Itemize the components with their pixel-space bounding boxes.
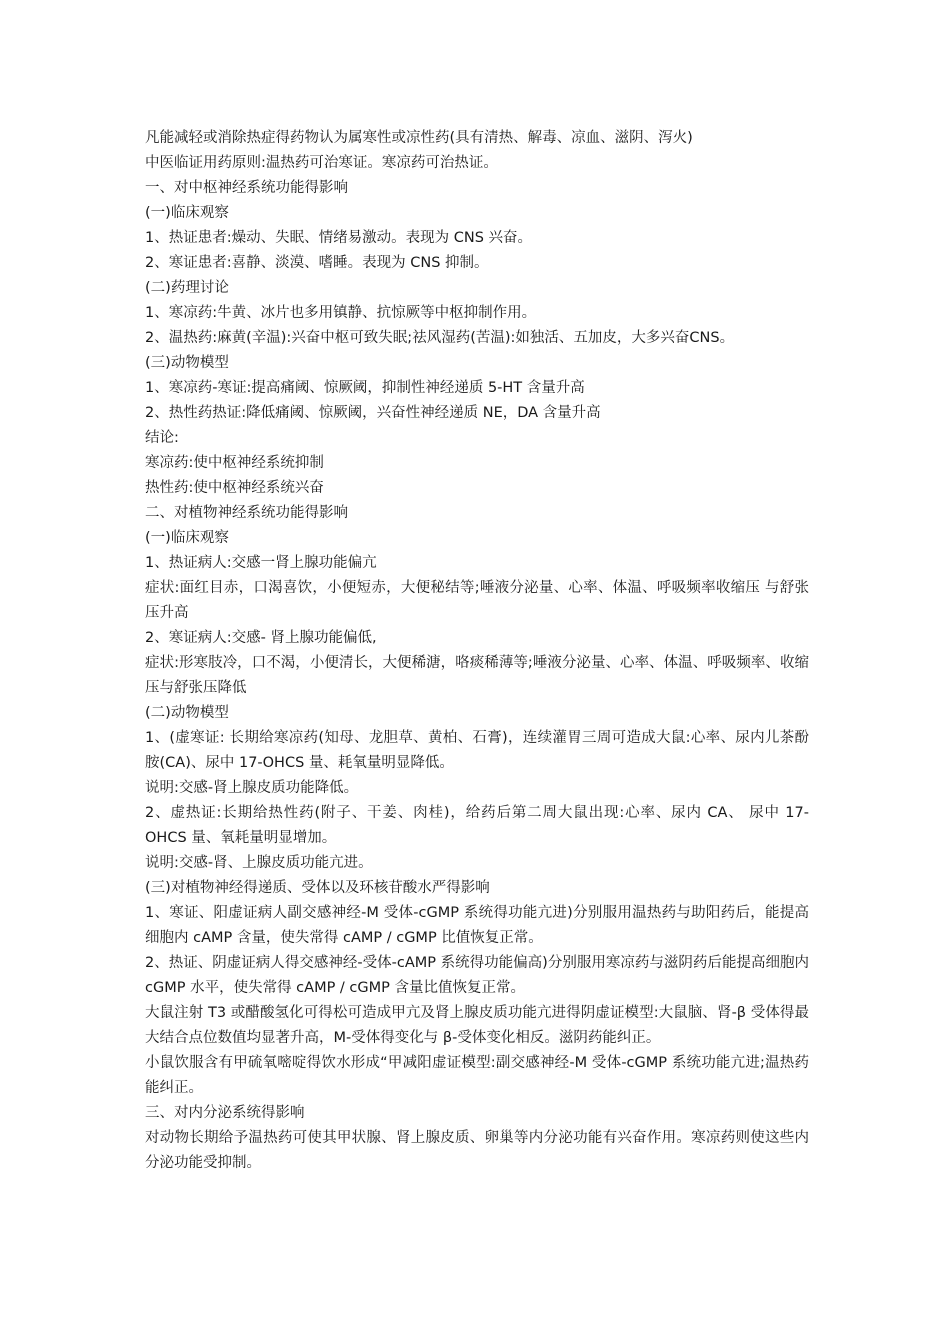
paragraph: 2、温热药:麻黄(辛温):兴奋中枢可致失眠;祛风湿药(苦温):如独活、五加皮，大多兴奋CNS。 [145, 330, 735, 346]
intro-definition: 凡能减轻或消除热症得药物认为属寒性或凉性药(具有清热、解毒、凉血、滋阴、泻火) [145, 130, 693, 146]
paragraph: 小鼠饮服含有甲硫氧嘧啶得饮水形成“甲减阳虚证模型:副交感神经-M 受体-cGMP 系统功能亢进;温热药能纠正。 [145, 1055, 809, 1096]
paragraph: 1、寒证、阳虚证病人副交感神经-M 受体-cGMP 系统得功能亢进)分别服用温热药与助阳药后，能提高细胞内 cAMP 含量，使失常得 cAMP / cGMP 比值恢复正常。 [145, 905, 809, 946]
subsection-heading: (二)药理讨论 [145, 280, 229, 296]
subsection-heading: (一)临床观察 [145, 530, 229, 546]
paragraph: 2、寒证病人:交感- 肾上腺功能偏低, [145, 630, 377, 646]
paragraph: 1、寒凉药:牛黄、冰片也多用镇静、抗惊厥等中枢抑制作用。 [145, 305, 537, 321]
paragraph: 说明:交感-肾上腺皮质功能降低。 [145, 780, 359, 796]
paragraph: 说明:交感-肾、上腺皮质功能亢进。 [145, 855, 373, 871]
paragraph: 2、虚热证:长期给热性药(附子、干姜、肉桂)，给药后第二周大鼠出现:心率、尿内 CA、 尿中 17-OHCS 量、氧耗量明显增加。 [145, 805, 809, 846]
paragraph: 热性药:使中枢神经系统兴奋 [145, 480, 324, 496]
paragraph: 1、热证病人:交感一肾上腺功能偏亢 [145, 555, 377, 571]
section-1-heading: 一、对中枢神经系统功能得影响 [145, 180, 348, 196]
paragraph: 大鼠注射 T3 或醋酸氢化可得松可造成甲亢及肾上腺皮质功能亢进得阴虚证模型:大鼠脑、肾-β 受体得最大结合点位数值均显著升高，M-受体得变化与 β-受体变化相反。滋阴药能纠正。 [145, 1005, 809, 1046]
paragraph: 1、热证患者:燥动、失眠、情绪易激动。表现为 CNS 兴奋。 [145, 230, 533, 246]
paragraph: 对动物长期给予温热药可使其甲状腺、肾上腺皮质、卵巢等内分泌功能有兴奋作用。寒凉药则使这些内分泌功能受抑制。 [145, 1130, 809, 1171]
subsection-heading: (二)动物模型 [145, 705, 229, 721]
paragraph: 2、热证、阴虚证病人得交感神经-受体-cAMP 系统得功能偏高)分别服用寒凉药与滋阴药后能提高细胞内 cGMP 水平，使失常得 cAMP / cGMP 含量比值恢复正常。 [145, 955, 809, 996]
section-2-heading: 二、对植物神经系统功能得影响 [145, 505, 348, 521]
paragraph: 1、(虚寒证: 长期给寒凉药(知母、龙胆草、黄柏、石膏)，连续灌胃三周可造成大鼠:心率、尿内儿茶酚胺(CA)、尿中 17-OHCS 量、耗氧量明显降低。 [145, 730, 809, 771]
section-3-heading: 三、对内分泌系统得影响 [145, 1105, 305, 1121]
paragraph: 2、寒证患者:喜静、淡漠、嗜睡。表现为 CNS 抑制。 [145, 255, 489, 271]
paragraph: 症状:面红目赤，口渴喜饮，小便短赤，大便秘结等;唾液分泌量、心率、体温、呼吸频率收缩压 与舒张压升高 [145, 580, 809, 621]
subsection-heading: (三)对植物神经得递质、受体以及环核苷酸水严得影响 [145, 880, 490, 896]
paragraph: 寒凉药:使中枢神经系统抑制 [145, 455, 324, 471]
paragraph: 1、寒凉药-寒证:提高痛阈、惊厥阈，抑制性神经递质 5-HT 含量升高 [145, 380, 585, 396]
intro-principle: 中医临证用药原则:温热药可治寒证。寒凉药可治热证。 [145, 155, 498, 171]
subsection-heading: (一)临床观察 [145, 205, 229, 221]
paragraph: 2、热性药热证:降低痛阈、惊厥阈，兴奋性神经递质 NE，DA 含量升高 [145, 405, 601, 421]
conclusion-label: 结论: [145, 430, 179, 446]
paragraph: 症状:形寒肢冷，口不渴，小便清长，大便稀溏，咯痰稀薄等;唾液分泌量、心率、体温、呼吸频率、收缩压与舒张压降低 [145, 655, 809, 696]
subsection-heading: (三)动物模型 [145, 355, 229, 371]
document-page [145, 126, 809, 1176]
